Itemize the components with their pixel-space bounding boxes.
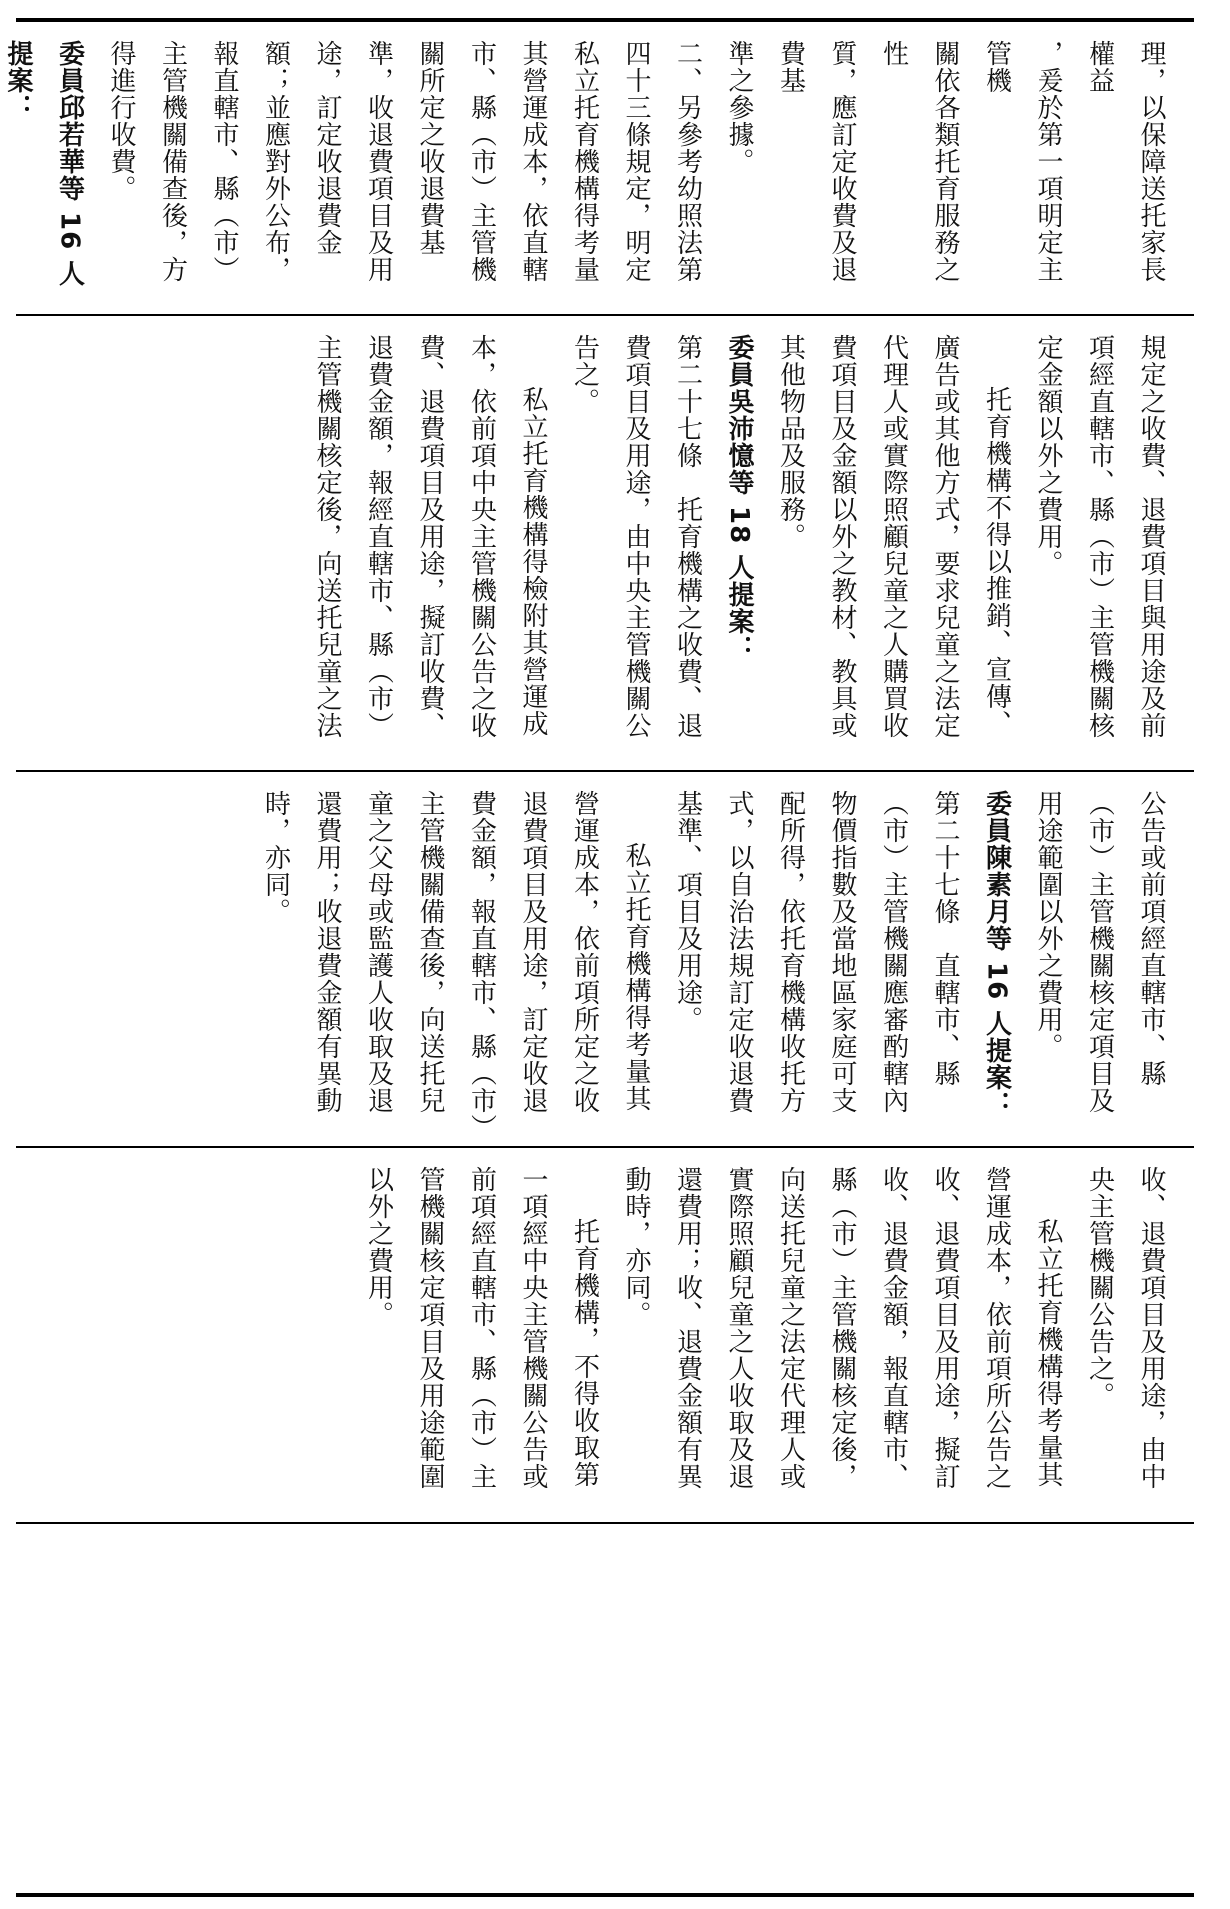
paragraph: 質，應訂定收費及退費基	[775, 40, 857, 283]
band-3-text	[249, 790, 1176, 1128]
paragraph: 關依各類托育服務之性	[878, 40, 960, 283]
paragraph: 準之參據。	[724, 40, 754, 175]
text-band-1	[3, 22, 1194, 314]
paragraph: 私立托育機構得考量其營運成本，依前項所定之收退費項目及用途，訂定收退費金額，報直轄市、縣（市）主管機關備查後，向送托兒童之父母或監護人收取及退還費用；收退費金額有異動時，亦同。	[260, 790, 651, 1128]
text-band-2	[16, 316, 1194, 770]
text-band-4	[16, 1148, 1194, 1522]
proposer-heading: 委員吳沛憶等 18 人提案：	[724, 334, 754, 663]
paragraph: 收、退費項目及用途，由中央主管機關公告之。	[1084, 1166, 1166, 1490]
paragraph: 規定之收費、退費項目與用途及前項經直轄市、縣（市）主管機關核定金額以外之費用。	[1033, 334, 1166, 739]
paragraph: 第二十七條 托育機構之收費、退費項目及用途，由中央主管機關公告之。	[569, 334, 703, 739]
paragraph: 公告或前項經直轄市、縣（市）主管機關核定項目及用途範圍以外之費用。	[1033, 790, 1166, 1114]
paragraph: 第二十七條 直轄市、縣（市）主管機關應審酌轄內物價指數及當地區家庭可支配所得，依托育機構收托方式，以自治法規訂定收退費基準、項目及用途。	[672, 790, 960, 1114]
paragraph: 私立托育機構得考量其營運成本，依前項所公告之收、退費項目及用途，擬訂收、退費金額，報直轄市、縣（市）主管機關核定後，向送托兒童之法定代理人或實際照顧兒童之人收取及退還費用；收、退費金額有異動時，亦同。	[621, 1166, 1063, 1490]
paragraph: 二、另參考幼照法第四十三條規定，明定私立托育機構得考量其營運成本，依直轄市、縣（市）主管機關所定之收退費基準，收退費項目及用途，訂定收退費金額；並應對外公布，報直轄市、縣（市）主管機關備查後，方得進行收費。	[106, 40, 703, 283]
paragraph: 托育機構，不得收取第一項經中央主管機關公告或前項經直轄市、縣（市）主管機關核定項目及用途範圍以外之費用。	[363, 1166, 600, 1490]
proposer-heading: 委員陳素月等 16 人提案：	[981, 790, 1012, 1119]
band-2-text	[301, 334, 1177, 752]
bottom-rule	[16, 1893, 1194, 1897]
paragraph: 托育機構不得以推銷、宣傳、廣告或其他方式，要求兒童之法定代理人或實際照顧兒童之人購買收費項目及金額以外之教材、教具或其他物品及服務。	[775, 334, 1012, 739]
proposer-heading: 委員邱若華等 16 人提案：	[3, 40, 85, 288]
paragraph: 私立托育機構得檢附其營運成本，依前項中央主管機關公告之收費、退費項目及用途，擬訂收費、退費金額，報經直轄市、縣（市）主管機關核定後，向送托兒童之法	[312, 334, 548, 739]
paragraph: ，爰於第一項明定主管機	[981, 40, 1063, 283]
band-4-text	[352, 1166, 1176, 1504]
divider-rule-4	[16, 1522, 1194, 1524]
paragraph: 理，以保障送托家長權益	[1084, 40, 1166, 283]
band-1-text	[0, 40, 1176, 296]
text-band-3	[16, 772, 1194, 1146]
